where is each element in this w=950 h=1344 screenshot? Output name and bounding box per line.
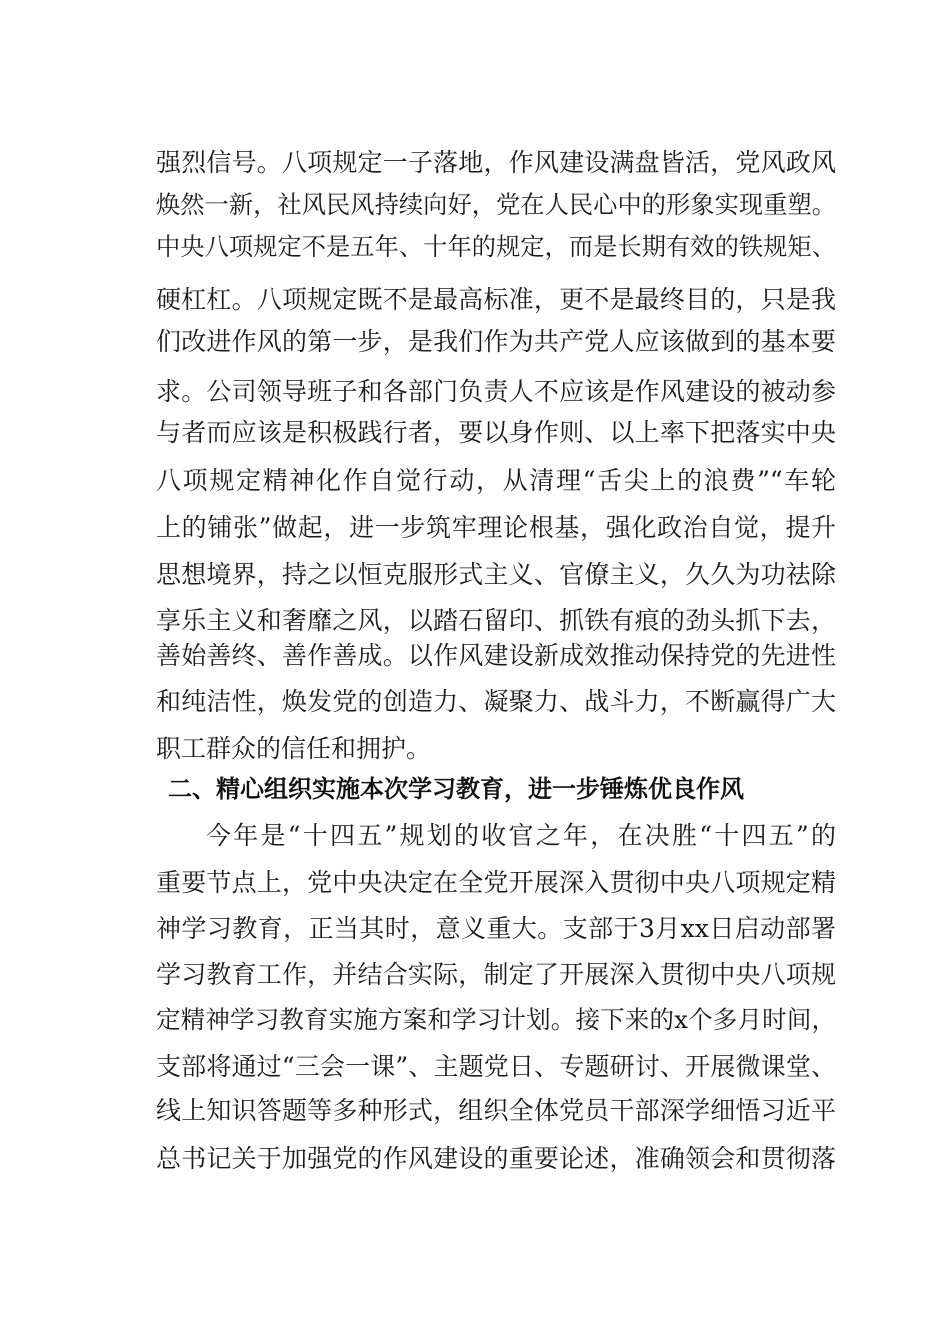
paragraph-line: 学习教育工作，并结合实际，制定了开展深入贯彻中央八项规 (156, 960, 836, 989)
paragraph-line: 神学习教育，正当其时，意义重大。支部于3月xx日启动部署 (156, 914, 836, 943)
section-heading: 二、精心组织实施本次学习教育，进一步锤炼优良作风 (168, 775, 744, 803)
paragraph-line: 焕然一新，社风民风持续向好，党在人民心中的形象实现重塑。 (156, 190, 836, 219)
paragraph-line: 善始善终、善作善成。以作风建设新成效推动保持党的先进性 (156, 641, 836, 670)
paragraph-line: 们改进作风的第一步，是我们作为共产党人应该做到的基本要 (156, 327, 836, 356)
paragraph-line: 重要节点上，党中央决定在全党开展深入贯彻中央八项规定精 (156, 868, 836, 897)
paragraph-line: 中央八项规定不是五年、十年的规定，而是长期有效的铁规矩、 (156, 232, 836, 261)
paragraph-line: 上的铺张”做起，进一步筑牢理论根基，强化政治自觉，提升 (156, 513, 836, 542)
paragraph-line: 今年是“十四五”规划的收官之年，在决胜“十四五”的 (206, 821, 836, 850)
paragraph-line: 职工群众的信任和拥护。 (156, 734, 432, 763)
paragraph-line: 和纯洁性，焕发党的创造力、凝聚力、战斗力，不断赢得广大 (156, 687, 836, 716)
paragraph-line: 支部将通过“三会一课”、主题党日、专题研讨、开展微课堂、 (156, 1052, 836, 1081)
paragraph-line: 强烈信号。八项规定一子落地，作风建设满盘皆活，党风政风 (156, 148, 836, 177)
paragraph-line: 定精神学习教育实施方案和学习计划。接下来的x个多月时间， (156, 1005, 836, 1034)
paragraph-line: 思想境界，持之以恒克服形式主义、官僚主义，久久为功祛除 (156, 560, 836, 589)
paragraph-line: 总书记关于加强党的作风建设的重要论述，准确领会和贯彻落 (156, 1144, 836, 1173)
paragraph-line: 线上知识答题等多种形式，组织全体党员干部深学细悟习近平 (156, 1096, 836, 1125)
paragraph-line: 硬杠杠。八项规定既不是最高标准，更不是最终目的，只是我 (156, 285, 836, 314)
paragraph-line: 求。公司领导班子和各部门负责人不应该是作风建设的被动参 (156, 377, 836, 406)
paragraph-line: 与者而应该是积极践行者，要以身作则、以上率下把落实中央 (156, 418, 836, 447)
paragraph-line: 八项规定精神化作自觉行动，从清理“舌尖上的浪费”“车轮 (156, 466, 836, 495)
paragraph-line: 享乐主义和奢靡之风，以踏石留印、抓铁有痕的劲头抓下去， (156, 606, 836, 635)
